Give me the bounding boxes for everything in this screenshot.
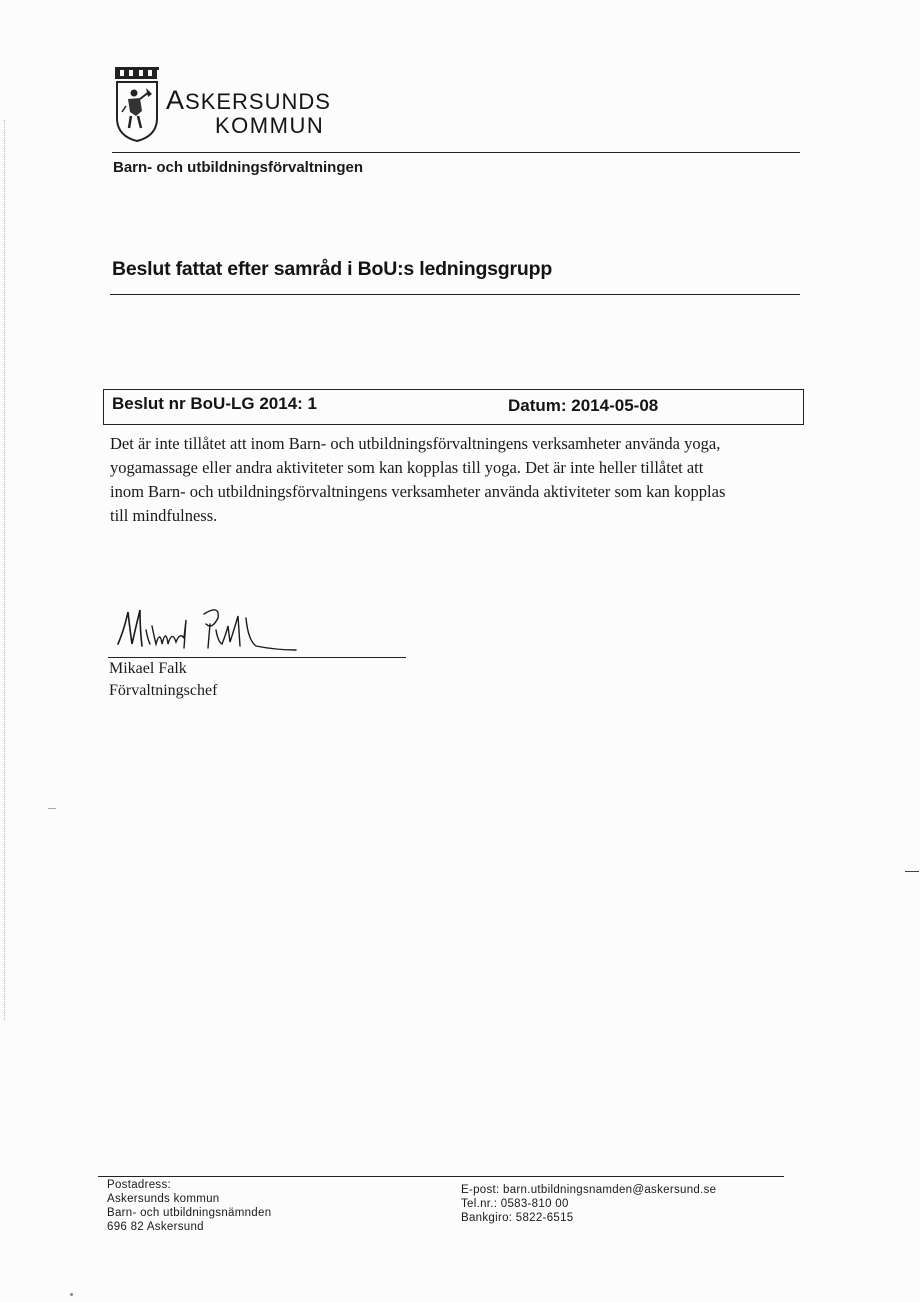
postal-line: 696 82 Askersund — [107, 1221, 204, 1233]
body-line: till mindfulness. — [110, 506, 218, 525]
postal-line: Barn- och utbildningsnämnden — [107, 1207, 272, 1219]
decision-box — [103, 389, 804, 425]
postal-label: Postadress: — [107, 1179, 172, 1191]
postal-line: Askersunds kommun — [107, 1193, 220, 1205]
signature-line — [108, 657, 406, 658]
brand-rest: SKERSUNDS — [185, 89, 331, 114]
scan-speck — [70, 1293, 73, 1296]
scan-speck — [48, 808, 56, 809]
brand-initial: A — [166, 85, 186, 115]
document-title: Beslut fattat efter samråd i BoU:s ledningsgrupp — [112, 258, 553, 280]
brand-subtitle: KOMMUN — [215, 113, 325, 138]
postal-address — [107, 1178, 271, 1234]
coat-of-arms-icon — [112, 66, 162, 144]
department-name: Barn- och utbildningsförvaltningen — [113, 159, 363, 176]
body-line: yogamassage eller andra aktiviteter som kan kopplas till yoga. Det är inte heller tillåtet att — [110, 458, 704, 477]
phone-line: Tel.nr.: 0583-810 00 — [461, 1198, 569, 1210]
contact-info — [461, 1183, 716, 1225]
body-line: Det är inte tillåtet att inom Barn- och utbildningsförvaltningens verksamheter använda yoga, — [110, 434, 721, 453]
header-divider — [112, 152, 800, 153]
decision-date: Datum: 2014-05-08 — [508, 396, 659, 415]
title-divider — [110, 294, 800, 295]
brand-name — [166, 85, 331, 115]
body-line: inom Barn- och utbildningsförvaltningens verksamheter använda aktiviteter som kan kopplas — [110, 482, 726, 501]
handwritten-signature — [106, 600, 306, 660]
municipality-name — [166, 85, 331, 138]
scan-edge-dots — [4, 120, 6, 1020]
municipality-logo — [112, 66, 372, 146]
scan-speck — [905, 871, 919, 872]
footer-divider — [98, 1176, 784, 1177]
email-line: E-post: barn.utbildningsnamden@askersund.se — [461, 1184, 717, 1196]
bankgiro-line: Bankgiro: 5822-6515 — [461, 1212, 574, 1224]
decision-number: Beslut nr BoU-LG 2014: 1 — [112, 394, 317, 413]
signer-name: Mikael Falk — [109, 660, 187, 677]
signer-title: Förvaltningschef — [109, 682, 218, 699]
decision-text — [110, 432, 800, 528]
